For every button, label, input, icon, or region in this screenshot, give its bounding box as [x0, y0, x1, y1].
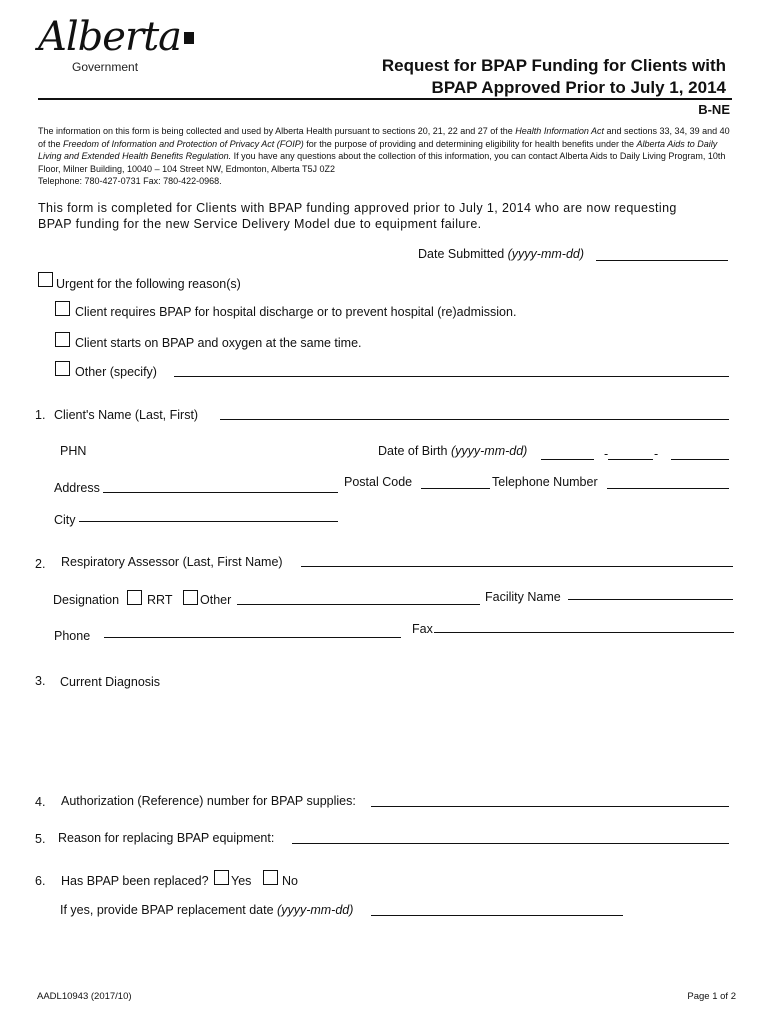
logo-wordmark: Alberta — [38, 14, 181, 60]
hospital-discharge-checkbox[interactable] — [55, 301, 70, 316]
date-submitted-field[interactable] — [596, 260, 728, 261]
other-reason-field[interactable] — [174, 376, 729, 377]
hospital-discharge-label: Client requires BPAP for hospital discharge or to prevent hospital (re)admission. — [75, 305, 517, 319]
assessor-label: Respiratory Assessor (Last, First Name) — [61, 555, 283, 569]
phn-label: PHN — [60, 444, 87, 458]
section-2-number: 2. — [35, 557, 46, 571]
form-title — [306, 55, 726, 99]
postal-code-label: Postal Code — [344, 475, 413, 489]
notice-text-2: and sections 33, 34, 39 and 40 of the — [38, 126, 730, 149]
address-field[interactable] — [103, 492, 338, 493]
designation-label: Designation — [53, 593, 120, 607]
replaced-no-label: No — [282, 874, 298, 888]
dob-separator-2: - — [654, 447, 659, 461]
replaced-yes-checkbox[interactable] — [214, 870, 229, 885]
logo-subtitle: Government — [72, 60, 139, 74]
notice-text-4: If you have any questions about the collection of this information, you can contact Alberta Aids to Daily Living Program, 10th Floor, Milner Building, 10040 – 104 Street NW, Edmonton, Alberta T5J 0Z2 — [38, 151, 726, 174]
dob-format: (yyyy-mm-dd) — [450, 444, 528, 458]
form-title-line1: Request for BPAP Funding for Clients with — [381, 56, 726, 75]
notice-act-1: Health Information Act — [515, 126, 605, 136]
form-title-line2: BPAP Approved Prior to July 1, 2014 — [431, 78, 726, 97]
replacement-date-text: If yes, provide BPAP replacement date — [60, 903, 278, 917]
replacement-date-format: (yyyy-mm-dd) — [277, 903, 354, 917]
date-submitted-text: Date Submitted — [418, 247, 508, 261]
bpap-oxygen-label: Client starts on BPAP and oxygen at the same time. — [75, 336, 362, 350]
urgent-label: Urgent for the following reason(s) — [56, 277, 241, 291]
replacement-date-label — [60, 903, 353, 917]
notice-text-3: for the purpose of providing and determining eligibility for health benefits under the — [303, 138, 637, 149]
section-3-number: 3. — [35, 674, 46, 688]
date-submitted-label — [418, 247, 584, 261]
notice-act-2: Freedom of Information and Protection of Privacy Act (FOIP) — [63, 138, 304, 149]
dob-separator-1: - — [604, 447, 609, 461]
section-1-number: 1. — [35, 408, 46, 422]
authorization-field[interactable] — [371, 806, 729, 807]
address-label: Address — [54, 481, 100, 495]
page-number: Page 1 of 2 — [687, 991, 736, 1002]
replaced-no-checkbox[interactable] — [263, 870, 278, 885]
current-diagnosis-label: Current Diagnosis — [60, 675, 161, 689]
phone-field[interactable] — [104, 637, 401, 638]
section-6-number: 6. — [35, 874, 46, 888]
city-field[interactable] — [79, 521, 338, 522]
client-name-label: Client's Name (Last, First) — [54, 408, 199, 422]
other-designation-field[interactable] — [237, 604, 480, 605]
dob-year-field[interactable] — [541, 459, 594, 460]
alberta-logo — [38, 14, 194, 60]
form-number: AADL10943 (2017/10) — [37, 991, 132, 1002]
replaced-yes-label: Yes — [231, 874, 252, 888]
notice-act-3: Alberta Aids to Daily Living and Extended Health Benefits Regulation. — [38, 138, 718, 161]
other-reason-checkbox[interactable] — [55, 361, 70, 376]
dob-month-field[interactable] — [608, 459, 653, 460]
notice-contact: Telephone: 780-427-0731 Fax: 780-422-0968. — [38, 176, 222, 186]
header-rule — [38, 98, 732, 100]
bpap-replaced-label: Has BPAP been replaced? — [61, 874, 209, 888]
form-code: B-NE — [698, 102, 730, 117]
other-designation-checkbox[interactable] — [183, 590, 198, 605]
dob-label — [378, 444, 527, 458]
intro-text: This form is completed for Clients with BPAP funding approved prior to July 1, 2014 who are now requesting BPAP funding for the new Service Delivery Model due to equipment failure. — [38, 201, 677, 231]
telephone-field[interactable] — [607, 488, 729, 489]
urgent-checkbox[interactable] — [38, 272, 53, 287]
phone-label: Phone — [54, 629, 91, 643]
assessor-field[interactable] — [301, 566, 733, 567]
other-designation-label: Other — [200, 593, 232, 607]
client-name-field[interactable] — [220, 419, 729, 420]
bpap-oxygen-checkbox[interactable] — [55, 332, 70, 347]
fax-label: Fax — [412, 622, 433, 636]
postal-code-field[interactable] — [421, 488, 490, 489]
rrt-label: RRT — [147, 593, 173, 607]
dob-text: Date of Birth — [378, 444, 451, 458]
reason-replacing-label: Reason for replacing BPAP equipment: — [58, 831, 275, 845]
facility-name-label: Facility Name — [485, 590, 561, 604]
fax-field[interactable] — [434, 632, 734, 633]
rrt-checkbox[interactable] — [127, 590, 142, 605]
reason-replacing-field[interactable] — [292, 843, 729, 844]
replacement-date-field[interactable] — [371, 915, 623, 916]
foip-notice — [38, 125, 732, 188]
current-diagnosis-field[interactable] — [60, 694, 734, 780]
date-submitted-format: (yyyy-mm-dd) — [507, 247, 585, 261]
section-5-number: 5. — [35, 832, 46, 846]
notice-text-1: The information on this form is being collected and used by Alberta Health pursuant to sections 20, 21, 22 and 27 of the — [38, 126, 516, 136]
telephone-label: Telephone Number — [492, 475, 598, 489]
dob-day-field[interactable] — [671, 459, 729, 460]
facility-name-field[interactable] — [568, 599, 733, 600]
section-4-number: 4. — [35, 795, 46, 809]
flag-icon — [184, 32, 194, 44]
other-reason-label: Other (specify) — [75, 365, 157, 379]
city-label: City — [54, 513, 76, 527]
authorization-label: Authorization (Reference) number for BPAP supplies: — [61, 794, 356, 808]
